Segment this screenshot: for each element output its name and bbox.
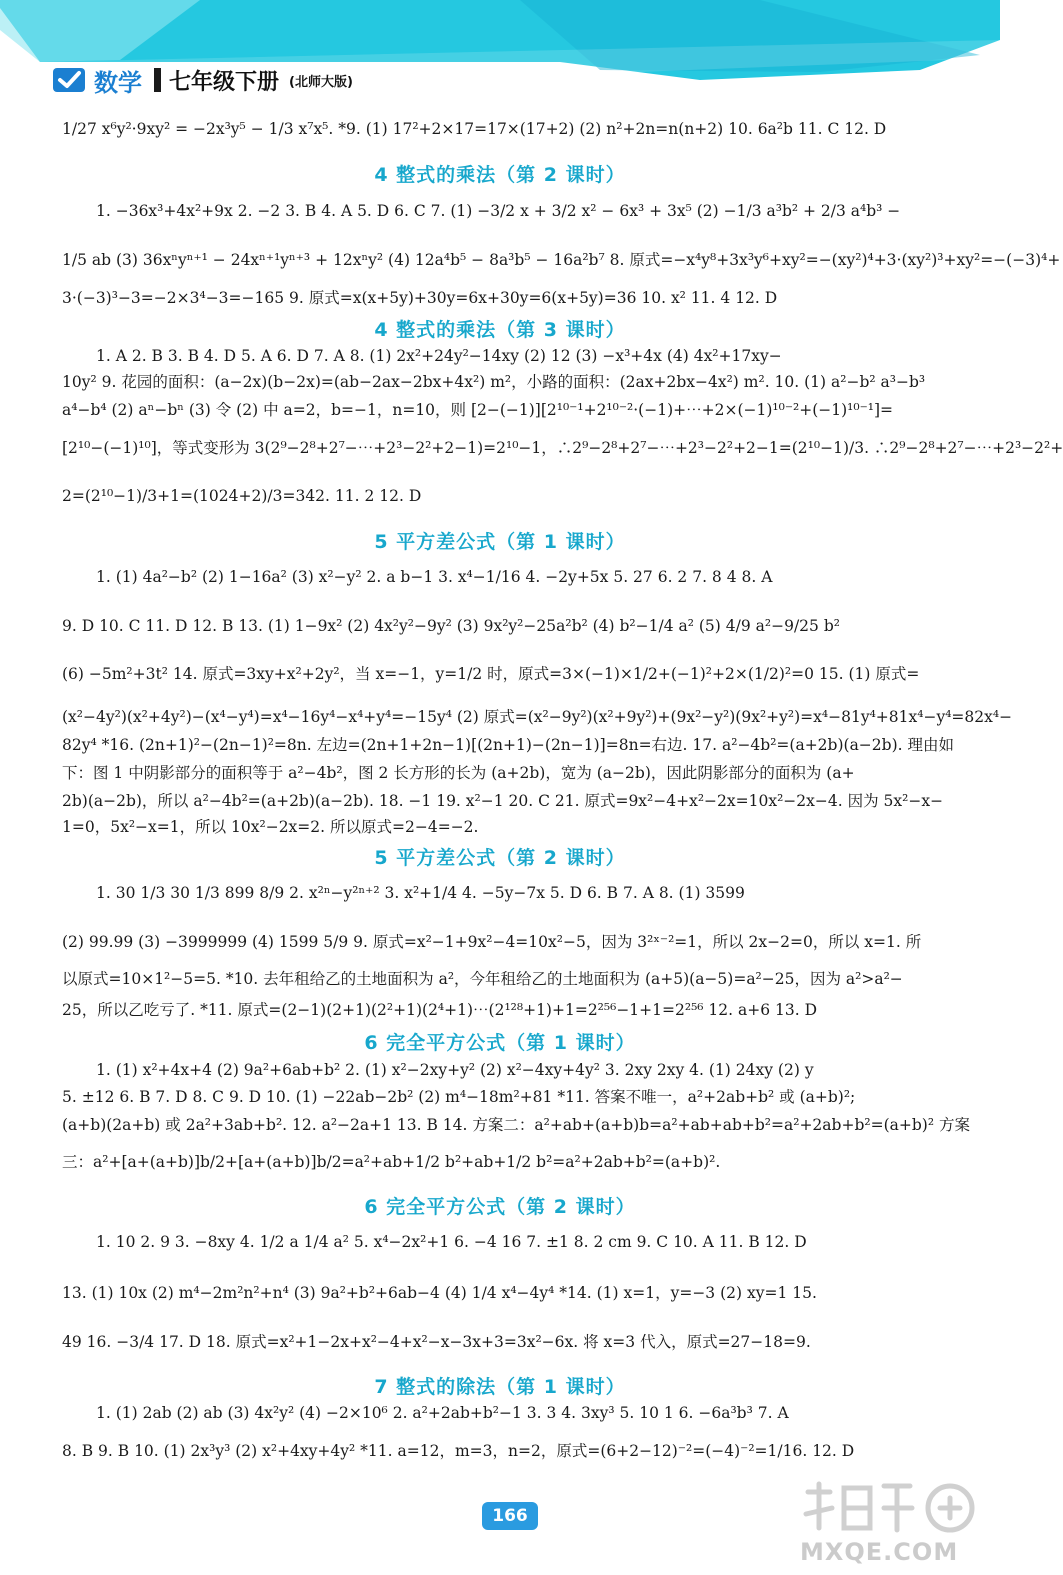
answer-line: a⁴−b⁴ (2) aⁿ−bⁿ (3) 令 (2) 中 a=2，b=−1，n=10，则 [2−(−1)][2¹⁰⁻¹+2¹⁰⁻²·(−1)+⋯+2×(−1)¹⁰⁻²+(−1)¹⁰⁻¹]= [62,401,893,419]
grade-label: 七年级下册 [169,69,280,95]
answer-line: 1. (1) 4a²−b² (2) 1−16a² (3) x²−y² 2. a b−1 3. x⁴−1/16 4. −2y+5x 5. 27 6. 2 7. 8 4 8. A [96,568,773,586]
section-heading: 5 平方差公式（第 1 课时） [374,531,626,553]
answer-line: 5. ±12 6. B 7. D 8. C 9. D 10. (1) −22ab−2b² (2) m⁴−18m²+81 *11. 答案不唯一，a²+2ab+b² 或 (a+b)²; [62,1088,856,1106]
page-number: 166 [482,1502,538,1530]
answer-line: 1. (1) x²+4x+4 (2) 9a²+6ab+b² 2. (1) x²−2xy+y² (2) x²−4xy+4y² 3. 2xy 2xy 4. (1) 24xy (2) y [96,1061,814,1079]
answer-line: 13. (1) 10x (2) m⁴−2m²n²+n⁴ (3) 9a²+b²+6ab−4 (4) 1/4 x⁴−4y⁴ *14. (1) x=1，y=−3 (2) xy=1 15. [62,1284,817,1302]
watermark-text: MXQE.COM [800,1538,959,1566]
answer-line: 1. −36x³+4x²+9x 2. −2 3. B 4. A 5. D 6. C 7. (1) −3/2 x + 3/2 x² − 6x³ + 3x⁵ (2) −1/3 a³b² + 2/3 a⁴b³ − [96,202,901,220]
answer-line: 10y² 9. 花园的面积：(a−2x)(b−2x)=(ab−2ax−2bx+4x²) m²，小路的面积：(2ax+2bx−4x²) m². 10. (1) a²−b² a³−b³ [62,373,926,391]
answer-line: 3·(−3)³−3=−2×3⁴−3=−165 9. 原式=x(x+5y)+30y=6x+30y=6(x+5y)=36 10. x² 11. 4 12. D [62,289,778,307]
watermark-logo [800,1478,980,1538]
answer-line: 1. 10 2. 9 3. −8xy 4. 1/2 a 1/4 a² 5. x⁴−2x²+1 6. −4 16 7. ±1 8. 2 cm 9. C 10. A 11. B 12. D [96,1233,807,1251]
answer-line: [2¹⁰−(−1)¹⁰]，等式变形为 3(2⁹−2⁸+2⁷−⋯+2³−2²+2−1)=2¹⁰−1，∴2⁹−2⁸+2⁷−⋯+2³−2²+2−1=(2¹⁰−1)/3. ∴2⁹−2⁸+2⁷−⋯+2³−2²+ [62,439,1063,457]
answer-line: (x²−4y²)(x²+4y²)−(x⁴−y⁴)=x⁴−16y⁴−x⁴+y⁴=−15y⁴ (2) 原式=(x²−9y²)(x²+9y²)+(9x²−y²)(9x²+y²)=x⁴−81y⁴+81x⁴−y⁴=82x⁴− [62,708,1013,726]
answer-line: 9. D 10. C 11. D 12. B 13. (1) 1−9x² (2) 4x²y²−9y² (3) 9x²y²−25a²b² (4) b²−1/4 a² (5) 4/9 a²−9/25 b² [62,617,840,635]
section-heading: 5 平方差公式（第 2 课时） [374,847,626,869]
answer-line: 1/27 x⁶y²·9xy² = −2x³y⁵ − 1/3 x⁷x⁵. *9. (1) 17²+2×17=17×(17+2) (2) n²+2n=n(n+2) 10. 6a²b 11. C 12. D [62,120,887,138]
section-heading: 4 整式的乘法（第 3 课时） [374,319,626,341]
answer-line: 82y⁴ *16. (2n+1)²−(2n−1)²=8n. 左边=(2n+1+2n−1)[(2n+1)−(2n−1)]=8n=右边. 17. a²−4b²=(a+2b)(a−2b). 理由如 [62,736,954,754]
answer-line: 25，所以乙吃亏了. *11. 原式=(2−1)(2+1)(2²+1)(2⁴+1)⋯(2¹²⁸+1)+1=2²⁵⁶−1+1=2²⁵⁶ 12. a+6 13. D [62,1001,818,1019]
answer-line: 8. B 9. B 10. (1) 2x³y³ (2) x²+4xy+4y² *11. a=12，m=3，n=2，原式=(6+2−12)⁻²=(−4)⁻²=1/16. 12. D [62,1442,855,1460]
answer-line: 1. A 2. B 3. B 4. D 5. A 6. D 7. A 8. (1) 2x²+24y²−14xy (2) 12 (3) −x³+4x (4) 4x²+17xy− [96,347,782,365]
section-heading: 6 完全平方公式（第 1 课时） [364,1032,636,1054]
subject-label: 数学 [94,68,142,97]
edition-label: (北师大版) [289,74,353,90]
answer-line: 49 16. −3/4 17. D 18. 原式=x²+1−2x+x²−4+x²−x−3x+3=3x²−6x. 将 x=3 代入，原式=27−18=9. [62,1333,811,1351]
answer-line: (a+b)(2a+b) 或 2a²+3ab+b². 12. a²−2a+1 13. B 14. 方案二：a²+ab+(a+b)b=a²+ab+ab+b²=a²+2ab+b²=(a+b)² 方案 [62,1116,970,1134]
book-check-icon [52,66,86,94]
answer-line: (2) 99.99 (3) −3999999 (4) 1599 5/9 9. 原式=x²−1+9x²−4=10x²−5，因为 3²ˣ⁻²=1，所以 2x−2=0，所以 x=1. 所 [62,933,922,951]
answer-line: 以原式=10×1²−5=5. *10. 去年租给乙的土地面积为 a²，今年租给乙的土地面积为 (a+5)(a−5)=a²−25，因为 a²>a²− [62,970,903,988]
header-brand [52,60,353,100]
answer-line: 2=(2¹⁰−1)/3+1=(1024+2)/3=342. 11. 2 12. D [62,487,422,505]
header-band [0,0,1000,118]
answer-line: 2b)(a−2b)，所以 a²−4b²=(a+2b)(a−2b). 18. −1 19. x²−1 20. C 21. 原式=9x²−4+x²−2x=10x²−2x−4. 因为 5x²−x− [62,792,944,810]
answer-line: (6) −5m²+3t² 14. 原式=3xy+x²+2y²，当 x=−1，y=1/2 时，原式=3×(−1)×1/2+(−1)²+2×(1/2)²=0 15. (1) 原式= [62,665,920,683]
answer-line: 1. (1) 2ab (2) ab (3) 4x²y² (4) −2×10⁶ 2. a²+2ab+b²−1 3. 3 4. 3xy³ 5. 10 1 6. −6a³b³ 7. A [96,1404,789,1422]
section-heading: 6 完全平方公式（第 2 课时） [364,1196,636,1218]
answer-line: 三：a²+[a+(a+b)]b/2+[a+(a+b)]b/2=a²+ab+1/2 b²+ab+1/2 b²=a²+2ab+b²=(a+b)². [62,1153,721,1171]
answer-line: 下：图 1 中阴影部分的面积等于 a²−4b²，图 2 长方形的长为 (a+2b)，宽为 (a−2b)，因此阴影部分的面积为 (a+ [62,764,855,782]
answer-line: 1=0，5x²−x=1，所以 10x²−2x=2. 所以原式=2−4=−2. [62,818,479,836]
brand-divider [154,68,161,92]
answer-line: 1. 30 1/3 30 1/3 899 8/9 2. x²ⁿ−y²ⁿ⁺² 3. x²+1/4 4. −5y−7x 5. D 6. B 7. A 8. (1) 3599 [96,884,745,902]
section-heading: 4 整式的乘法（第 2 课时） [374,164,626,186]
answer-line: 1/5 ab (3) 36xⁿyⁿ⁺¹ − 24xⁿ⁺¹yⁿ⁺³ + 12xⁿy² (4) 12a⁴b⁵ − 8a³b⁵ − 16a²b⁷ 8. 原式=−x⁴y⁸+3x³y⁶+xy²=−(xy²)⁴+3·(xy²)³+xy²=−(−3)⁴+ [62,251,1061,269]
section-heading: 7 整式的除法（第 1 课时） [374,1376,626,1398]
